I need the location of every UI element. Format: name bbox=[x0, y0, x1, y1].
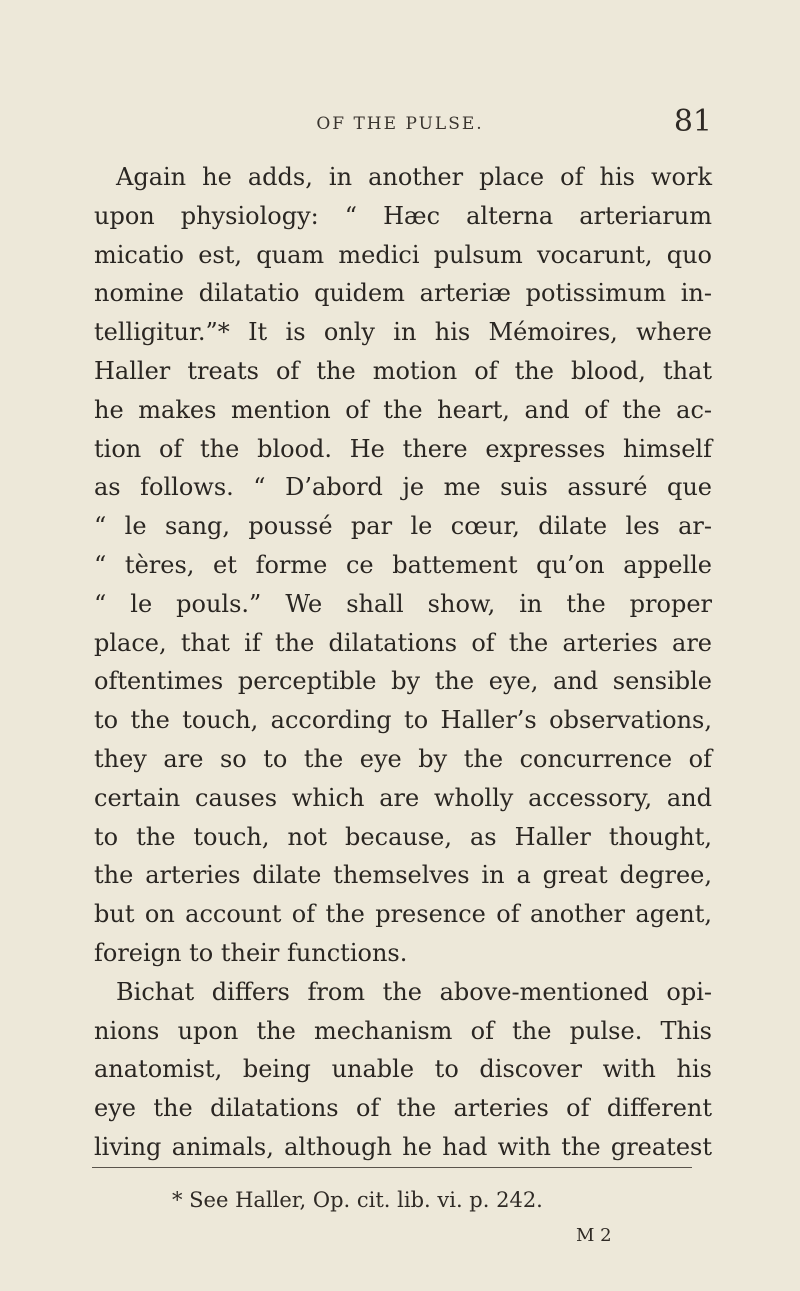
text-line: upon physiology: “ Hæc alterna arteriarum bbox=[94, 201, 712, 230]
text-line: telligitur.”* It is only in his Mémoires, where bbox=[94, 318, 712, 347]
text-line: nions upon the mechanism of the pulse. This bbox=[94, 1016, 712, 1045]
footnote: * See Haller, Op. cit. lib. vi. p. 242. bbox=[172, 1188, 543, 1212]
running-head: OF THE PULSE. bbox=[316, 114, 484, 134]
page-header bbox=[0, 104, 800, 144]
text-line: “ le pouls.” We shall show, in the proper bbox=[94, 589, 712, 618]
text-line: the arteries dilate themselves in a great degree, bbox=[94, 861, 712, 890]
text-line: foreign to their functions. bbox=[94, 938, 408, 967]
footnote-rule bbox=[92, 1167, 692, 1168]
signature-mark: M 2 bbox=[576, 1225, 612, 1246]
text-line: anatomist, being unable to discover with his bbox=[94, 1055, 712, 1084]
text-line: tion of the blood. He there expresses himself bbox=[94, 434, 712, 463]
text-line: he makes mention of the heart, and of the ac- bbox=[94, 395, 712, 424]
text-line: Haller treats of the motion of the blood, that bbox=[94, 356, 712, 385]
text-line: to the touch, according to Haller’s observations, bbox=[94, 706, 712, 735]
text-line: Again he adds, in another place of his work bbox=[116, 163, 712, 191]
text-line: “ tères, et forme ce battement qu’on appelle bbox=[94, 550, 712, 579]
text-line: micatio est, quam medici pulsum vocarunt, quo bbox=[94, 240, 712, 269]
text-line: “ le sang, poussé par le cœur, dilate les ar- bbox=[94, 512, 712, 541]
text-line: nomine dilatatio quidem arteriæ potissimum in- bbox=[94, 279, 712, 308]
text-line: living animals, although he had with the greatest bbox=[94, 1132, 712, 1161]
text-line: place, that if the dilatations of the arteries are bbox=[94, 628, 712, 657]
text-line: eye the dilatations of the arteries of different bbox=[94, 1094, 712, 1123]
body-text bbox=[94, 158, 712, 1167]
page-number: 81 bbox=[673, 104, 712, 139]
text-line: they are so to the eye by the concurrence of bbox=[94, 744, 712, 773]
text-line: certain causes which are wholly accessory, and bbox=[94, 783, 712, 812]
text-line: Bichat differs from the above-mentioned opi- bbox=[116, 977, 712, 1006]
text-line: as follows. “ D’abord je me suis assuré que bbox=[94, 473, 712, 502]
text-line: oftentimes perceptible by the eye, and sensible bbox=[94, 667, 712, 696]
text-line: to the touch, not because, as Haller thought, bbox=[94, 822, 712, 851]
text-line: but on account of the presence of another agent, bbox=[94, 900, 712, 929]
